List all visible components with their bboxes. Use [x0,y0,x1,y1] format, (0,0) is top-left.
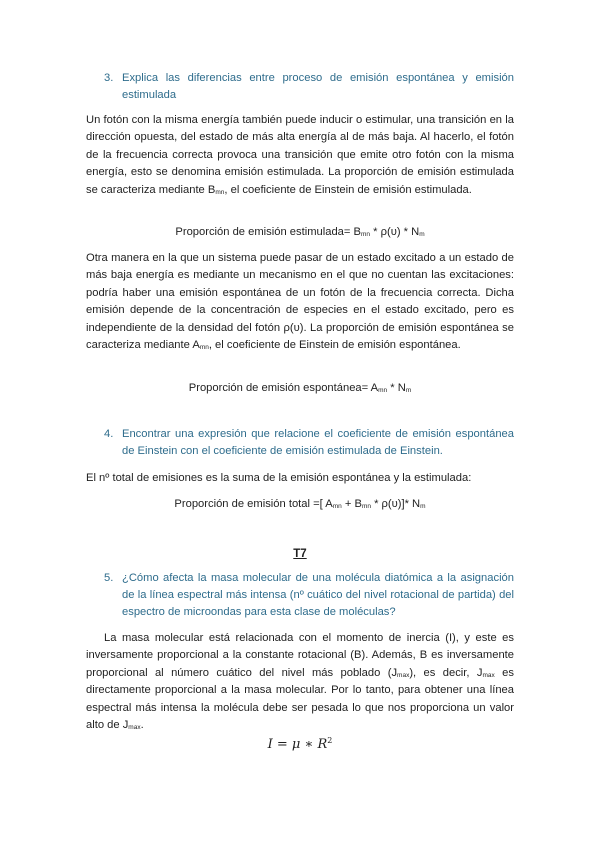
text: El nº total de emisiones es la suma de la emisión espontánea y la estimulada: [86,472,472,484]
subscript: m [419,231,425,238]
text: , el coeficiente de Einstein de emisión estimulada. [224,183,472,196]
question-4 [104,426,514,460]
text: * ρ(υ)]* N [370,498,421,510]
formula-spontaneous [0,380,600,396]
paragraph-stimulated-emission [86,112,514,199]
question-number: 5. [104,572,114,584]
subscript: m [405,387,412,394]
text: La masa molecular está relacionada con el momento de inercia (I), y este es inversamente proporcional a la constante rotacional (B). Además, B es inversamente proporcional al número cuático del nivel más poblado (J [86,632,514,679]
formula-total [0,496,600,512]
text: * N [387,382,406,394]
paragraph-spontaneous-emission [86,250,514,354]
subscript: max [128,724,141,732]
subscript: max [397,671,410,679]
subscript: mn [361,503,371,510]
subscript: mn [332,503,342,510]
question-3 [104,70,514,104]
text: + B [341,498,362,510]
text: Proporción de emisión total =[ A [174,498,333,510]
text: ), es decir, J [409,666,483,679]
equation-text: I = μ ∗ R [267,737,328,752]
subscript: mn [361,231,371,238]
subscript: mn [378,387,388,394]
paragraph-total-emissions [86,470,514,487]
subscript: m [420,503,426,510]
subscript: max [482,671,495,679]
paragraph-molecular-mass [86,630,514,734]
text: Otra manera en la que un sistema puede pasar de un estado excitado a un estado de más baja energía es mediante un mecanismo en el que no cuentan las excitaciones: podría haber una emisión espontánea de un fotón de la frecuencia correcta. Dicha emisión depende de la concentración de especies en el estado excitado, pero es independiente de la densidad del fotón ρ(υ). La proporción de emisión espontánea se caracteriza mediante A [86,252,514,352]
text: * ρ(υ) * N [370,226,420,238]
question-number: 4. [104,428,114,440]
text: Un fotón con la misma energía también puede inducir o estimular, una transición en la dirección opuesta, del estado de más alta energía al de más baja. Al hacerlo, el fotón de la frecuencia correcta provoca una transición que emite otro fotón con la misma energía, esto se denomina emisión estimulada. La proporción de emisión estimulada se caracteriza mediante B [86,114,514,196]
text: . [140,719,144,732]
equation-exponent: 2 [327,736,333,745]
question-number: 3. [104,72,114,84]
question-title: Encontrar una expresión que relacione el coeficiente de emisión espontánea de Einstein con el coeficiente de emisión estimulada de Einstein. [122,428,514,457]
text: Proporción de emisión espontánea= A [188,382,379,394]
question-title: ¿Cómo afecta la masa molecular de una molécula diatómica a la asignación de la línea espectral más intensa (nº cuático del nivel rotacional de partida) del espectro de microondas para esta clase de moléculas? [122,572,514,618]
question-title: Explica las diferencias entre proceso de emisión espontánea y emisión estimulada [122,72,514,101]
subscript: mn [215,188,225,196]
text: , el coeficiente de Einstein de emisión espontánea. [208,339,461,352]
text: es directamente proporcional a la masa molecular. Por lo tanto, para obtener una línea espectral más intensa la molécula debe ser pesada lo que nos proporciona un valor alto de J [86,666,514,732]
moment-of-inertia-equation [0,737,600,752]
question-5 [104,570,514,621]
formula-stimulated [0,224,600,240]
text: Proporción de emisión estimulada= B [175,226,362,238]
subscript: mn [199,344,209,352]
section-heading: T7 [293,548,307,560]
